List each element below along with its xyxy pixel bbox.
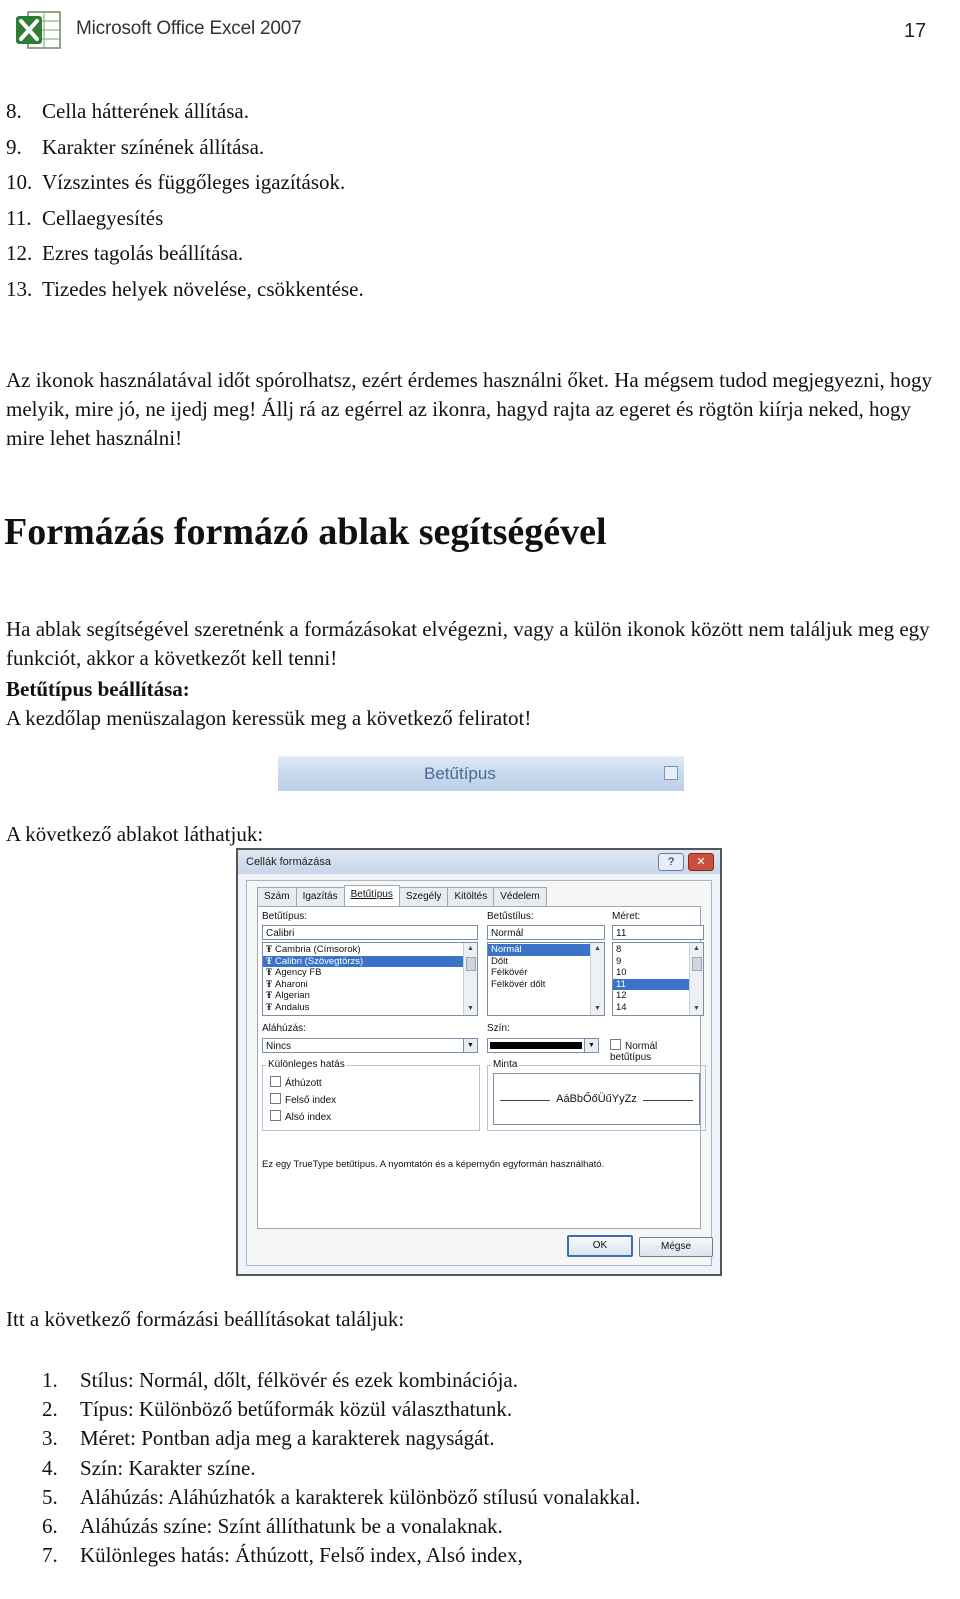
list-item[interactable]: 11 [613,979,703,991]
header-title: Microsoft Office Excel 2007 [76,18,302,39]
paragraph-icons: Az ikonok használatával időt spórolhatsz, ezért érdemes használni őket. Ha mégsem tudod megjegyezni, hogy melyik, mire jó, ne ijedj meg! Állj rá az egérrel az ikonra, hagyd rajta az egeret és rögtön kiírja neked, hogy mire lehet használni! [6,368,933,450]
list-item[interactable]: Ŧ Calibri (Szövegtörzs) [263,956,477,968]
list-item[interactable]: 8 [616,944,622,955]
settings-list [42,1366,640,1570]
truetype-icon: Ŧ [266,1001,273,1012]
chevron-down-icon[interactable]: ▼ [584,1039,598,1052]
list-item: 2. Típus: Különböző betűformák közül választhatunk. [42,1397,513,1422]
list-item: 1. Stílus: Normál, dőlt, félkövér és ezek kombinációja. [42,1368,518,1392]
cancel-button[interactable]: Mégse [639,1237,713,1257]
list-item: 13. Tizedes helyek növelése, csökkentése. [6,276,364,301]
list-item: 7. Különleges hatás: Áthúzott, Felső index, Alsó index, [42,1543,523,1568]
excel-logo-icon [14,6,64,54]
dialog-launcher-icon[interactable] [664,766,678,780]
checkbox-icon [270,1093,281,1104]
scroll-down-icon[interactable]: ▼ [594,1005,601,1012]
scroll-thumb[interactable] [466,957,476,971]
underline-value: Nincs [266,1041,292,1052]
truetype-icon: Ŧ [266,967,273,978]
color-label: Szín: [487,1023,510,1034]
preview-text: AáBbŐőÜűYyZz [556,1093,637,1105]
tab-fill[interactable]: Kitöltés [447,887,494,906]
dialog-title: Cellák formázása [246,856,331,868]
list-item: 5. Aláhúzás: Aláhúzhatók a karakterek különböző stílusú vonalakkal. [42,1484,641,1509]
checkbox-icon [270,1110,281,1121]
preview-label: Minta [493,1059,518,1070]
paragraph-settings: Itt a következő formázási beállításokat találjuk: [6,1307,405,1331]
list-item: 3. Méret: Pontban adja meg a karakterek nagyságát. [42,1426,495,1451]
scroll-down-icon[interactable]: ▼ [467,1005,474,1012]
scroll-up-icon[interactable]: ▲ [467,945,474,952]
tab-font[interactable]: Betűtípus [344,885,400,906]
close-button[interactable]: ✕ [688,853,714,871]
list-item[interactable]: 9 [616,955,622,967]
list-item: 4. Szín: Karakter színe. [42,1455,256,1480]
color-select[interactable] [487,1038,599,1053]
underline-label: Aláhúzás: [262,1023,306,1034]
scroll-up-icon[interactable]: ▲ [693,945,700,952]
ok-button[interactable]: OK [567,1235,633,1257]
size-label: Méret: [612,911,641,922]
checkbox-icon [270,1076,281,1087]
tab-alignment[interactable]: Igazítás [296,887,345,906]
list-item[interactable]: Félkövér dőlt [491,978,546,990]
dialog-body [246,880,712,1266]
truetype-icon: Ŧ [266,955,273,966]
format-cells-dialog [236,848,722,1276]
font-tab-panel [257,906,701,1229]
style-list-scrollbar[interactable] [590,943,604,1015]
list-item[interactable]: Normál [488,944,604,956]
scroll-up-icon[interactable]: ▲ [594,945,601,952]
list-item[interactable]: Ŧ Agency FB [266,967,322,979]
tab-border[interactable]: Szegély [399,887,449,906]
truetype-icon: Ŧ [266,978,273,989]
top-list [6,96,364,309]
subscript-checkbox[interactable]: Alsó index [270,1110,331,1123]
list-item[interactable]: Ŧ Cambria (Címsorok) [266,944,361,955]
effects-label: Különleges hatás [268,1059,345,1070]
paragraph-window: Ha ablak segítségével szeretnénk a formázásokat elvégezni, vagy a külön ikonok között nem találjuk meg egy funkciót, akkor a következőt kell tenni! [6,617,930,670]
list-item[interactable]: Ŧ Aharoni [266,978,308,990]
list-item: 12. Ezres tagolás beállítása. [6,241,244,265]
list-item: 6. Aláhúzás színe: Színt állíthatunk be a vonalaknak. [42,1513,503,1538]
truetype-icon: Ŧ [266,944,273,954]
list-item: 8. Cella hátterének állítása. [6,99,249,123]
style-label: Betűstílus: [487,911,534,922]
font-list-scrollbar[interactable] [463,943,477,1015]
checkbox-icon [610,1039,621,1050]
font-input[interactable]: Calibri [262,925,478,940]
size-input[interactable]: 11 [612,925,704,940]
list-item[interactable]: 12 [616,990,627,1002]
paragraph-ribbon: A kezdőlap menüszalagon keressük meg a következő feliratot! [6,706,532,730]
style-list[interactable] [487,942,605,1016]
page-number: 17 [904,20,927,42]
chevron-down-icon[interactable]: ▼ [463,1039,477,1052]
list-item: 9. Karakter színének állítása. [6,134,265,159]
underline-select[interactable] [262,1038,478,1053]
ribbon-font-group [278,756,684,791]
list-item: 11. Cellaegyesítés [6,205,164,230]
dialog-tabs [257,887,546,906]
paragraph-dialog: A következő ablakot láthatjuk: [6,822,264,846]
info-text: Ez egy TrueType betűtípus. A nyomtatón és a képernyőn egyformán használható. [262,1159,605,1170]
section-heading: Formázás formázó ablak segítségével [4,511,607,553]
bold-label: Betűtípus beállítása: [6,677,190,701]
list-item[interactable]: Ŧ Andalus [266,1001,310,1013]
style-input[interactable]: Normál [487,925,605,940]
list-item[interactable]: 10 [616,967,627,979]
list-item[interactable]: Ŧ Algerian [266,990,310,1002]
scroll-down-icon[interactable]: ▼ [693,1005,700,1012]
list-item[interactable]: Dőlt [491,955,508,967]
list-item: 10. Vízszintes és függőleges igazítások. [6,170,346,194]
tab-protection[interactable]: Védelem [493,887,546,906]
strikethrough-checkbox[interactable]: Áthúzott [270,1076,322,1089]
ribbon-group-label: Betűtípus [424,764,496,783]
superscript-checkbox[interactable]: Felső index [270,1093,336,1106]
list-item[interactable]: 14 [616,1001,627,1013]
scroll-thumb[interactable] [692,957,702,971]
font-label: Betűtípus: [262,911,308,922]
dialog-titlebar [238,850,720,874]
normal-font-checkbox[interactable]: Normál betűtípus [610,1041,658,1063]
truetype-icon: Ŧ [266,990,273,1001]
font-list[interactable] [262,942,478,1016]
list-item[interactable]: Félkövér [491,967,528,979]
size-list[interactable] [612,942,704,1016]
preview-box [493,1073,700,1125]
size-list-scrollbar[interactable] [689,943,703,1015]
tab-number[interactable]: Szám [257,887,297,906]
help-button[interactable]: ? [658,853,684,871]
color-swatch [490,1042,582,1049]
